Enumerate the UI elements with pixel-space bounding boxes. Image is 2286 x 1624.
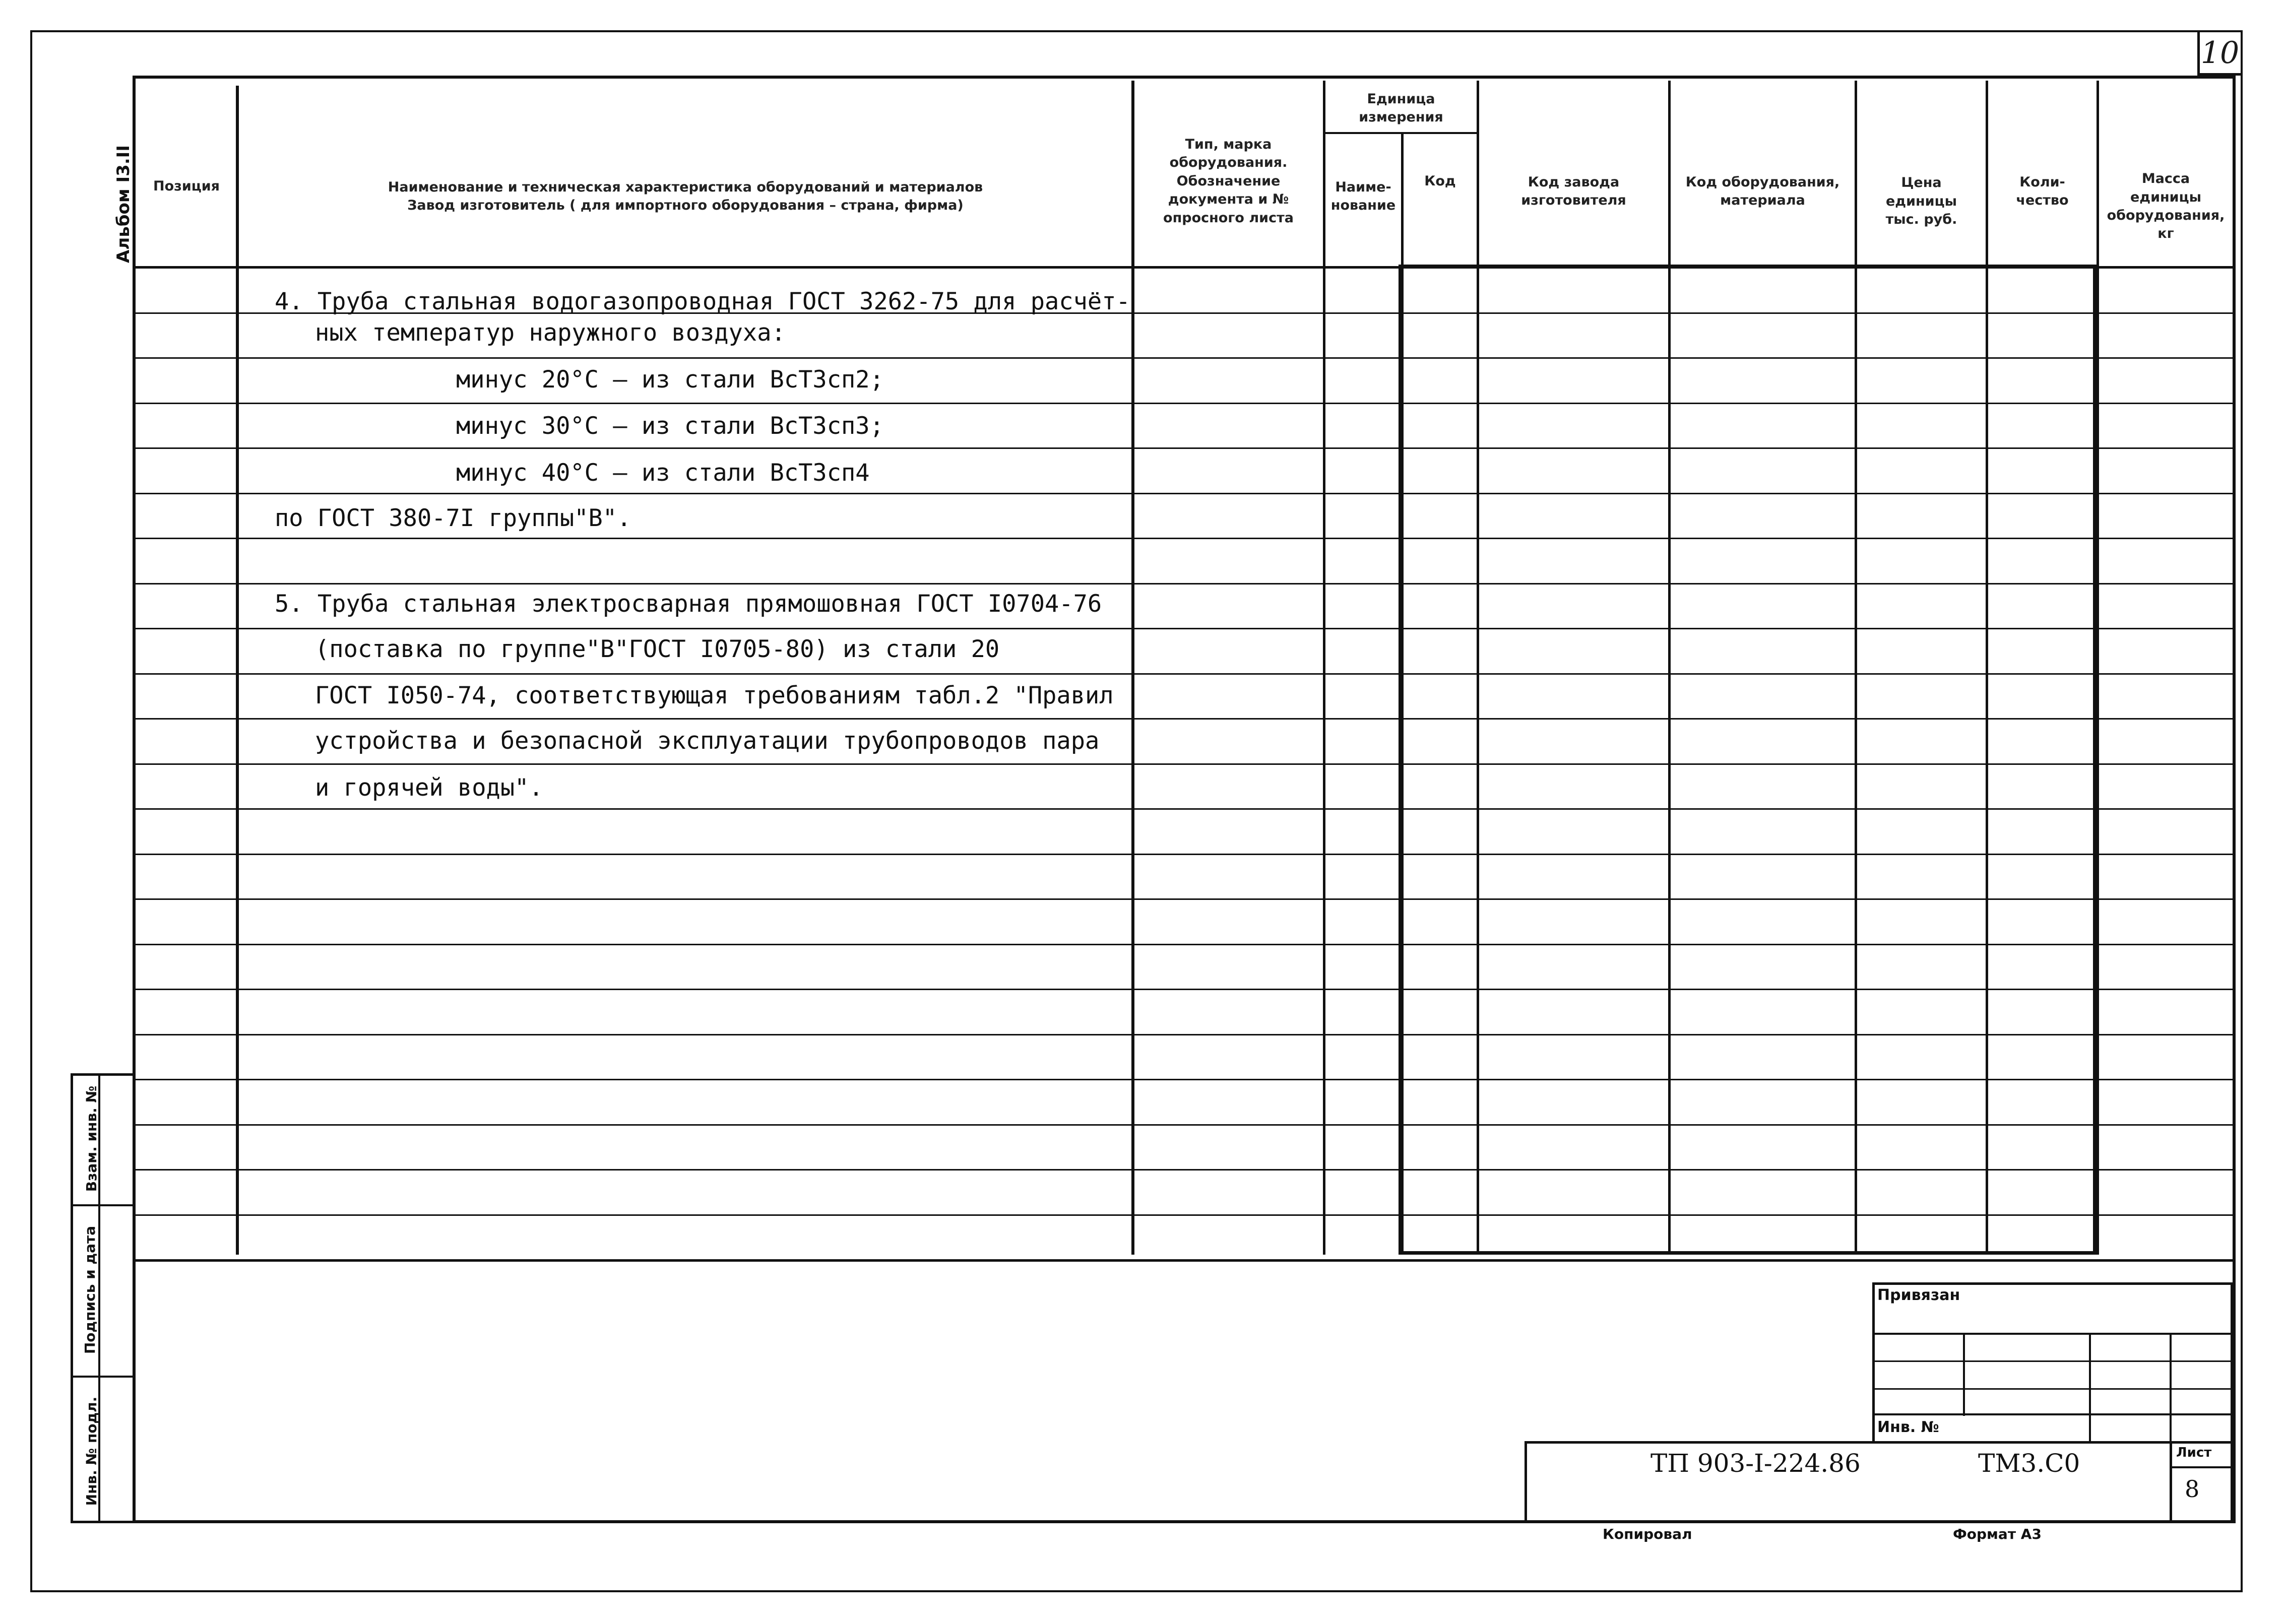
header-unit-l1: Единица <box>1367 91 1435 107</box>
privyazan-line-1 <box>1872 1333 2233 1335</box>
side-stamp-divider-1 <box>71 1204 135 1206</box>
stamp-signature-date: Подпись и дата <box>82 1225 98 1354</box>
header-name-line2: Завод изготовитель ( для импортного оборудования – страна, фирма) <box>407 198 964 213</box>
header-mass <box>2099 156 2233 257</box>
header-mass-l4: кг <box>2157 226 2174 242</box>
header-name <box>239 151 1131 242</box>
table-row-line <box>135 1169 2233 1171</box>
header-unit <box>1325 86 1477 131</box>
header-price-l2: единицы <box>1885 193 1957 209</box>
header-type-mark-l5: опросного листа <box>1163 210 1294 226</box>
header-factory-code <box>1479 161 1668 222</box>
header-unit-l2: измерения <box>1359 109 1443 125</box>
footer-format: Формат А3 <box>1953 1526 2042 1542</box>
row-text-8: (поставка по группе"В"ГОСТ I0705-80) из стали 20 <box>315 635 1000 663</box>
row-text-11: и горячей воды". <box>315 774 543 802</box>
header-mass-l1: Масса <box>2141 171 2190 187</box>
sheet-value: 8 <box>2185 1475 2200 1503</box>
table-row-line <box>135 1079 2233 1080</box>
header-unit-name-l1: Наиме- <box>1335 179 1391 195</box>
privyazan-col-2 <box>2089 1333 2091 1444</box>
table-row-line <box>135 493 2233 494</box>
row-text-5: минус 40°С – из стали ВсТ3сп4 <box>456 459 870 487</box>
header-type-mark-l3: Обозначение <box>1176 173 1281 189</box>
row-text-10: устройства и безопасной эксплуатации трубопроводов пара <box>315 727 1100 755</box>
header-equipment-code-l1: Код оборудования, <box>1685 174 1840 190</box>
row-text-3: минус 20°С – из стали ВсТ3сп2; <box>456 366 884 394</box>
header-mass-l2: единицы <box>2130 189 2202 205</box>
row-text-4: минус 30°С – из стали ВсТ3сп3; <box>456 412 884 440</box>
header-bottom-line <box>135 266 2233 269</box>
stamp-vzam-inv: Взам. инв. № <box>83 1085 100 1192</box>
row-text-6: по ГОСТ 380-7I группы"В". <box>275 504 631 532</box>
table-row-line <box>135 989 2233 990</box>
table-row-line <box>135 718 2233 720</box>
header-position: Позиция <box>153 178 220 194</box>
table-row-line <box>135 1259 2233 1262</box>
side-stamp-divider-2 <box>71 1376 135 1378</box>
privyazan-line-3 <box>1872 1388 2233 1390</box>
title-main-box <box>1525 1441 2233 1523</box>
table-row-line <box>135 447 2233 449</box>
corner-sheet-number: 10 <box>2200 35 2240 71</box>
unit-header-divider <box>1325 132 1479 134</box>
row-text-1: 4. Труба стальная водогазопроводная ГОСТ 3262-75 для расчёт- <box>275 288 1130 315</box>
table-row-line <box>135 898 2233 900</box>
header-type-mark-l4: документа и № <box>1168 191 1289 208</box>
privyazan-col-1 <box>1963 1333 1965 1416</box>
header-price-l3: тыс. руб. <box>1885 212 1957 228</box>
header-mass-l3: оборудования, <box>2107 208 2225 223</box>
sheet-label: Лист <box>2176 1445 2212 1460</box>
inv-no-label: Инв. № <box>1877 1418 1939 1436</box>
row-text-2: ных температур наружного воздуха: <box>315 319 786 347</box>
table-row-line <box>135 763 2233 765</box>
header-unit-name-l2: нование <box>1330 198 1396 213</box>
header-quantity-l2: чество <box>2016 192 2069 208</box>
row-text-9: ГОСТ I050-74, соответствующая требованиям табл.2 "Правил <box>315 682 1114 709</box>
section-code: ТМ3.С0 <box>1978 1449 2080 1478</box>
row-text-7: 5. Труба стальная электросварная прямошовная ГОСТ I0704-76 <box>275 590 1102 618</box>
album-label: Альбом I3.II <box>113 145 134 263</box>
privyazan-label: Привязан <box>1877 1286 1960 1304</box>
table-row-line <box>135 628 2233 629</box>
header-price-l1: Цена <box>1901 175 1942 191</box>
header-type-mark-l2: оборудования. <box>1169 155 1288 171</box>
header-type-mark-l1: Тип, марка <box>1185 136 1272 152</box>
stamp-inv-podl: Инв. № подл. <box>83 1396 100 1506</box>
code-columns-box <box>1399 265 2097 1255</box>
header-equipment-code <box>1671 161 1855 222</box>
header-quantity <box>1988 161 2097 222</box>
table-row-line <box>135 538 2233 539</box>
table-row-line <box>135 1124 2233 1126</box>
title-sheet-divider <box>2170 1441 2172 1523</box>
table-row-line <box>135 357 2233 359</box>
table-row-line <box>135 854 2233 855</box>
header-unit-code: Код <box>1424 173 1456 189</box>
table-row-line <box>135 673 2233 675</box>
table-row-line <box>135 808 2233 810</box>
header-equipment-code-l2: материала <box>1720 192 1805 208</box>
privyazan-line-4 <box>1872 1413 2233 1415</box>
header-type-mark <box>1134 116 1323 247</box>
footer-copied: Копировал <box>1603 1526 1692 1542</box>
header-quantity-l1: Коли- <box>2019 174 2065 190</box>
header-factory-code-l1: Код завода <box>1528 174 1620 190</box>
table-row-line <box>135 403 2233 404</box>
table-row-line <box>135 583 2233 584</box>
header-factory-code-l2: изготовителя <box>1521 192 1626 208</box>
privyazan-line-2 <box>1872 1360 2233 1362</box>
table-row-line <box>135 1034 2233 1035</box>
document-code: ТП 903-I-224.86 <box>1650 1449 1861 1478</box>
privyazan-col-3 <box>2170 1333 2172 1444</box>
header-unit-name <box>1325 166 1401 227</box>
title-sheet-label-line <box>2170 1466 2233 1468</box>
header-price <box>1857 161 1986 242</box>
table-row-line <box>135 944 2233 945</box>
table-row-line <box>135 1214 2233 1216</box>
header-name-line1: Наименование и техническая характеристика оборудований и материалов <box>388 179 983 195</box>
